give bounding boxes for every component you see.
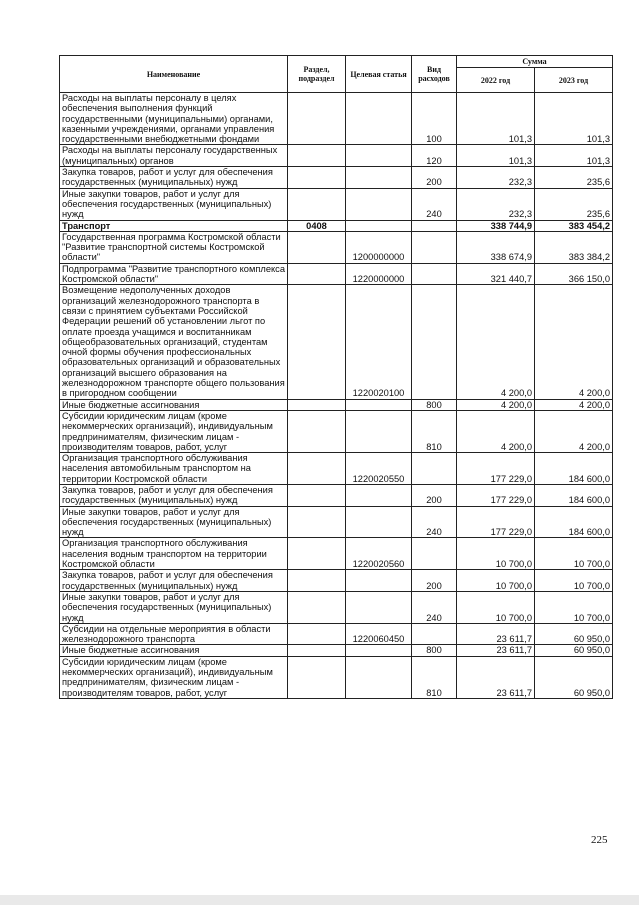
row-type: 240 xyxy=(412,591,457,623)
row-section xyxy=(288,410,346,452)
row-type: 100 xyxy=(412,93,457,145)
table-row xyxy=(60,93,613,145)
row-2022: 338 674,9 xyxy=(457,231,535,263)
table-row xyxy=(60,167,613,189)
table-row xyxy=(60,591,613,623)
row-name: Иные закупки товаров, работ и услуг для обеспечения государственных (муниципальных) нужд xyxy=(60,188,288,220)
row-2022: 338 744,9 xyxy=(457,220,535,231)
row-2023: 235,6 xyxy=(535,167,613,189)
row-2023: 4 200,0 xyxy=(535,399,613,410)
table-row xyxy=(60,145,613,167)
budget-table xyxy=(59,55,613,699)
row-section xyxy=(288,285,346,399)
row-2023: 235,6 xyxy=(535,188,613,220)
row-target: 1200000000 xyxy=(346,231,412,263)
row-section xyxy=(288,623,346,645)
row-2023: 10 700,0 xyxy=(535,570,613,592)
row-target: 1220020550 xyxy=(346,453,412,485)
row-type: 200 xyxy=(412,484,457,506)
row-target xyxy=(346,220,412,231)
table-row xyxy=(60,285,613,399)
row-section xyxy=(288,538,346,570)
row-section xyxy=(288,484,346,506)
row-type: 200 xyxy=(412,570,457,592)
row-type xyxy=(412,220,457,231)
header-target: Целевая статья xyxy=(346,56,412,93)
table-row xyxy=(60,570,613,592)
table-body xyxy=(60,93,613,699)
row-2022: 4 200,0 xyxy=(457,285,535,399)
table-row xyxy=(60,623,613,645)
row-target xyxy=(346,484,412,506)
row-2023: 184 600,0 xyxy=(535,484,613,506)
row-target xyxy=(346,188,412,220)
row-section xyxy=(288,167,346,189)
row-section xyxy=(288,645,346,656)
row-2022: 177 229,0 xyxy=(457,484,535,506)
table-row xyxy=(60,410,613,452)
table-row xyxy=(60,399,613,410)
row-name: Иные бюджетные ассигнования xyxy=(60,645,288,656)
row-2023: 366 150,0 xyxy=(535,263,613,285)
row-2023: 101,3 xyxy=(535,145,613,167)
row-2023: 60 950,0 xyxy=(535,656,613,698)
row-target xyxy=(346,399,412,410)
row-type: 810 xyxy=(412,410,457,452)
row-name: Организация транспортного обслуживания населения водным транспортом на территории Костромской области xyxy=(60,538,288,570)
row-2022: 23 611,7 xyxy=(457,656,535,698)
row-target xyxy=(346,145,412,167)
row-2022: 177 229,0 xyxy=(457,453,535,485)
row-type xyxy=(412,453,457,485)
row-2023: 383 384,2 xyxy=(535,231,613,263)
row-name: Иные закупки товаров, работ и услуг для обеспечения государственных (муниципальных) нужд xyxy=(60,591,288,623)
row-type: 240 xyxy=(412,506,457,538)
row-name: Закупка товаров, работ и услуг для обеспечения государственных (муниципальных) нужд xyxy=(60,570,288,592)
row-target xyxy=(346,93,412,145)
row-section xyxy=(288,145,346,167)
table-row xyxy=(60,263,613,285)
row-2023: 184 600,0 xyxy=(535,506,613,538)
row-target xyxy=(346,645,412,656)
row-2023: 184 600,0 xyxy=(535,453,613,485)
row-section xyxy=(288,188,346,220)
header-sum: Сумма xyxy=(457,56,613,68)
row-target xyxy=(346,656,412,698)
row-2023: 60 950,0 xyxy=(535,645,613,656)
row-target: 1220060450 xyxy=(346,623,412,645)
row-type: 120 xyxy=(412,145,457,167)
row-2023: 10 700,0 xyxy=(535,538,613,570)
table-row xyxy=(60,484,613,506)
row-name: Организация транспортного обслуживания населения автомобильным транспортом на территории Костромской области xyxy=(60,453,288,485)
row-section xyxy=(288,93,346,145)
row-target xyxy=(346,410,412,452)
row-name: Расходы на выплаты персоналу в целях обеспечения выполнения функций государственными (муниципальными) органами, казенными учреждениями, органами управления государственными внебюджетными фондами xyxy=(60,93,288,145)
row-2022: 232,3 xyxy=(457,188,535,220)
row-name: Подпрограмма "Развитие транспортного комплекса Костромской области" xyxy=(60,263,288,285)
table-header xyxy=(60,56,613,93)
row-section xyxy=(288,263,346,285)
row-target xyxy=(346,506,412,538)
row-type: 810 xyxy=(412,656,457,698)
row-2022: 23 611,7 xyxy=(457,645,535,656)
row-target xyxy=(346,591,412,623)
row-type xyxy=(412,231,457,263)
table-row xyxy=(60,506,613,538)
row-2022: 177 229,0 xyxy=(457,506,535,538)
row-2023: 101,3 xyxy=(535,93,613,145)
row-section xyxy=(288,506,346,538)
bottom-strip xyxy=(0,895,639,905)
row-2022: 101,3 xyxy=(457,145,535,167)
table-row xyxy=(60,645,613,656)
row-name: Транспорт xyxy=(60,220,288,231)
row-type: 200 xyxy=(412,167,457,189)
row-target xyxy=(346,167,412,189)
row-2022: 321 440,7 xyxy=(457,263,535,285)
row-name: Субсидии юридическим лицам (кроме некоммерческих организаций), индивидуальным предпринимателям, физическим лицам - производителям товаров, работ, услуг xyxy=(60,656,288,698)
row-name: Субсидии юридическим лицам (кроме некоммерческих организаций), индивидуальным предпринимателям, физическим лицам - производителям товаров, работ, услуг xyxy=(60,410,288,452)
table-row xyxy=(60,453,613,485)
row-2023: 60 950,0 xyxy=(535,623,613,645)
row-type xyxy=(412,623,457,645)
row-2022: 4 200,0 xyxy=(457,399,535,410)
row-2022: 10 700,0 xyxy=(457,591,535,623)
row-name: Государственная программа Костромской области "Развитие транспортной системы Костромской области" xyxy=(60,231,288,263)
row-2022: 10 700,0 xyxy=(457,538,535,570)
row-2023: 4 200,0 xyxy=(535,410,613,452)
table-row xyxy=(60,656,613,698)
row-section xyxy=(288,591,346,623)
row-type xyxy=(412,538,457,570)
row-target: 1220020560 xyxy=(346,538,412,570)
row-section xyxy=(288,453,346,485)
row-type: 800 xyxy=(412,645,457,656)
row-name: Субсидии на отдельные мероприятия в области железнодорожного транспорта xyxy=(60,623,288,645)
row-2022: 4 200,0 xyxy=(457,410,535,452)
table-row xyxy=(60,188,613,220)
row-name: Иные бюджетные ассигнования xyxy=(60,399,288,410)
row-section xyxy=(288,570,346,592)
row-target xyxy=(346,570,412,592)
row-2023: 383 454,2 xyxy=(535,220,613,231)
row-type: 240 xyxy=(412,188,457,220)
row-section: 0408 xyxy=(288,220,346,231)
row-type: 800 xyxy=(412,399,457,410)
row-section xyxy=(288,656,346,698)
row-target: 1220020100 xyxy=(346,285,412,399)
row-type xyxy=(412,285,457,399)
row-name: Возмещение недополученных доходов организаций железнодорожного транспорта в связи с принятием субъектами Российской Федерации решений об установлении льгот по оплате проезда учащимся и воспитанникам общеобразовательных организаций, студентам очной формы обучения профессиональных образовательных организаций и образовательных организаций высшего образования на железнодорожном транспорте общего пользования в пригородном сообщении xyxy=(60,285,288,399)
row-target: 1220000000 xyxy=(346,263,412,285)
row-name: Иные закупки товаров, работ и услуг для обеспечения государственных (муниципальных) нужд xyxy=(60,506,288,538)
header-name: Наименование xyxy=(60,56,288,93)
row-section xyxy=(288,231,346,263)
page-number: 225 xyxy=(591,834,608,846)
table-row xyxy=(60,538,613,570)
header-section: Раздел, подраздел xyxy=(288,56,346,93)
row-2022: 23 611,7 xyxy=(457,623,535,645)
table-row xyxy=(60,231,613,263)
header-2022: 2022 год xyxy=(457,68,535,93)
table-row xyxy=(60,220,613,231)
row-name: Закупка товаров, работ и услуг для обеспечения государственных (муниципальных) нужд xyxy=(60,484,288,506)
header-type: Вид расходов xyxy=(412,56,457,93)
row-2022: 101,3 xyxy=(457,93,535,145)
row-2023: 10 700,0 xyxy=(535,591,613,623)
row-2023: 4 200,0 xyxy=(535,285,613,399)
row-name: Расходы на выплаты персоналу государственных (муниципальных) органов xyxy=(60,145,288,167)
row-2022: 10 700,0 xyxy=(457,570,535,592)
row-section xyxy=(288,399,346,410)
header-2023: 2023 год xyxy=(535,68,613,93)
row-name: Закупка товаров, работ и услуг для обеспечения государственных (муниципальных) нужд xyxy=(60,167,288,189)
row-type xyxy=(412,263,457,285)
row-2022: 232,3 xyxy=(457,167,535,189)
